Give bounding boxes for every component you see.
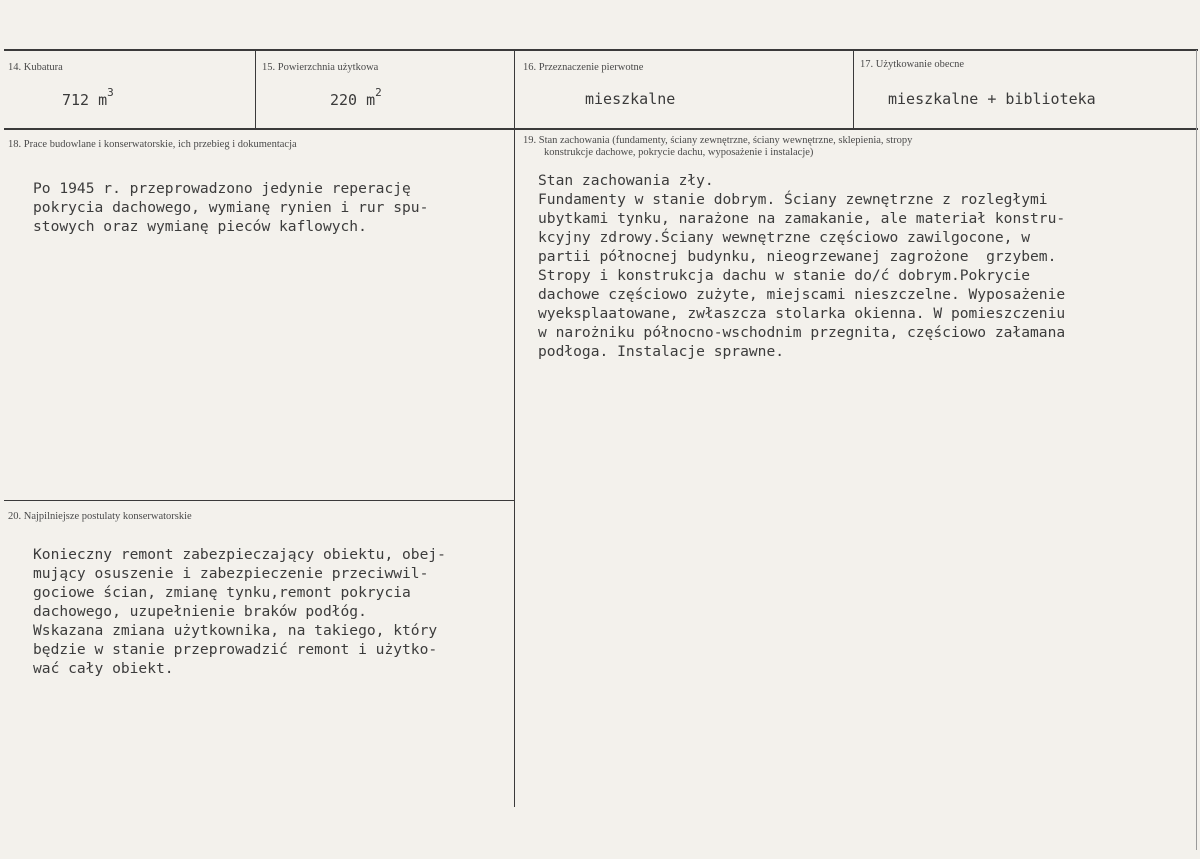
text-line: Stan zachowania zły. bbox=[538, 172, 714, 189]
text-line: mujący osuszenie i zabezpieczenie przeciwwil- bbox=[33, 565, 429, 582]
text-line: Po 1945 r. przeprowadzono jedynie reperację bbox=[33, 180, 411, 197]
text-line: w narożniku północno-wschodnim przegnita, częściowo załamana bbox=[538, 324, 1066, 341]
text-line: ubytkami tynku, narażone na zamakanie, ale materiał konstru- bbox=[538, 210, 1066, 227]
text-line: partii północnej budynku, nieogrzewanej zagrożone grzybem. bbox=[538, 248, 1057, 265]
text-line: będzie w stanie przeprowadzić remont i użytko- bbox=[33, 641, 438, 658]
field-label: 14. Kubatura bbox=[8, 62, 63, 73]
text-line: Stropy i konstrukcja dachu w stanie do/ć dobrym.Pokrycie bbox=[538, 267, 1031, 284]
text-line: dachowego, uzupełnienie braków podłóg. bbox=[33, 603, 367, 620]
field-text bbox=[33, 179, 428, 236]
text-line: kcyjny zdrowy.Ściany wewnętrzne częściowo zawilgocone, w bbox=[538, 229, 1031, 246]
field-value: mieszkalne + biblioteka bbox=[888, 90, 1096, 108]
text-line: gociowe ścian, zmianę tynku,remont pokrycia bbox=[33, 584, 411, 601]
text-line: wać cały obiekt. bbox=[33, 660, 174, 677]
field-text bbox=[33, 545, 446, 678]
text-line: pokrycia dachowego, wymianę rynien i rur spu- bbox=[33, 199, 429, 216]
text-line: Konieczny remont zabezpieczający obiektu, obej- bbox=[33, 546, 446, 563]
field-value bbox=[330, 86, 382, 109]
field-uzytkowanie bbox=[854, 51, 1196, 128]
field-powierzchnia bbox=[256, 51, 514, 128]
field-label: 20. Najpilniejsze postulaty konserwatorskie bbox=[8, 511, 192, 522]
field-postulaty bbox=[4, 501, 514, 807]
text-line: podłoga. Instalacje sprawne. bbox=[538, 343, 785, 360]
field-przeznaczenie bbox=[515, 51, 853, 128]
field-label-continued: konstrukcje dachowe, pokrycie dachu, wyposażenie i instalacje) bbox=[544, 147, 814, 158]
field-kubatura bbox=[4, 51, 255, 128]
right-edge-rule bbox=[1196, 50, 1197, 850]
unit-exponent: 2 bbox=[375, 86, 382, 99]
field-value: mieszkalne bbox=[585, 90, 676, 108]
field-label: 17. Użytkowanie obecne bbox=[860, 59, 965, 70]
field-value bbox=[62, 86, 114, 109]
field-label: 16. Przeznaczenie pierwotne bbox=[523, 62, 644, 73]
field-text bbox=[538, 171, 1065, 361]
text-line: stowych oraz wymianę pieców kaflowych. bbox=[33, 218, 367, 235]
value-text: 220 m bbox=[330, 91, 376, 109]
text-line: Wskazana zmiana użytkownika, na takiego, który bbox=[33, 622, 438, 639]
field-stan-zachowania bbox=[515, 130, 1196, 807]
text-line: Fundamenty w stanie dobrym. Ściany zewnętrzne z rozległymi bbox=[538, 191, 1048, 208]
field-label: 19. Stan zachowania (fundamenty, ściany zewnętrzne, ściany wewnętrzne, sklepienia, stropy bbox=[523, 135, 913, 146]
value-text: 712 m bbox=[62, 91, 108, 109]
text-line: wyeksplaatowane, zwłaszcza stolarka okienna. W pomieszczeniu bbox=[538, 305, 1066, 322]
field-label: 18. Prace budowlane i konserwatorskie, ich przebieg i dokumentacja bbox=[8, 139, 297, 150]
field-prace-budowlane bbox=[4, 130, 514, 500]
field-label: 15. Powierzchnia użytkowa bbox=[262, 62, 379, 73]
text-line: dachowe częściowo zużyte, miejscami nieszczelne. Wyposażenie bbox=[538, 286, 1066, 303]
unit-exponent: 3 bbox=[107, 86, 114, 99]
